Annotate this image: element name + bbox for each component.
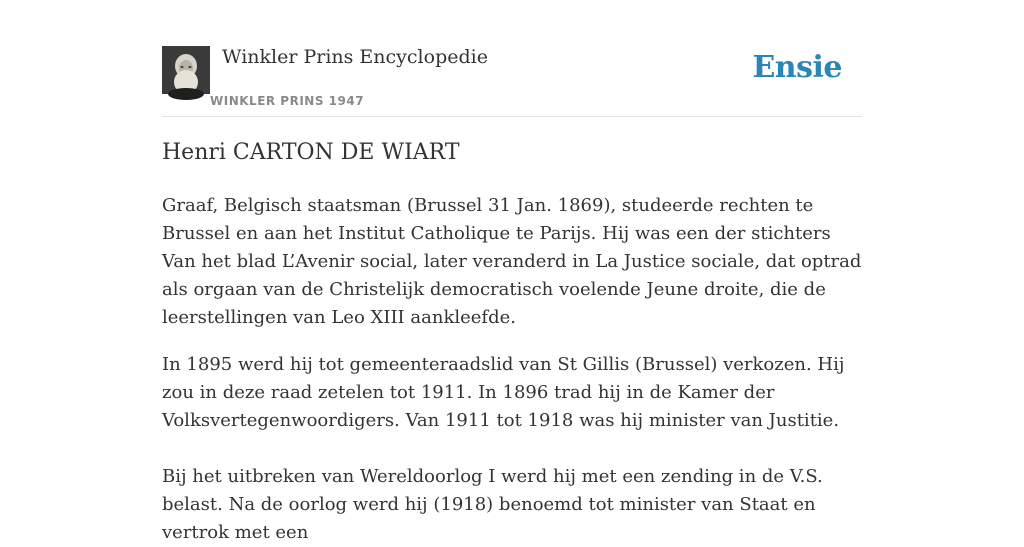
brand-logo[interactable]: Ensie xyxy=(752,50,842,85)
edition-label[interactable]: WINKLER PRINS 1947 xyxy=(210,94,365,108)
article-paragraph: Bij het uitbreken van Wereldoorlog I werd hij met een zending in de V.S. belast. Na de oorlog werd hij (1918) benoemd tot minister van Staat en vertrok met een xyxy=(162,466,823,543)
portrait-avatar-icon[interactable] xyxy=(162,46,210,94)
site-header xyxy=(162,0,862,117)
article-paragraph: Graaf, Belgisch staatsman (Brussel 31 Jan. 1869), studeerde rechten te Brussel en aan het Institut Catholique te Parijs. Hij was een der stichters Van het blad L’Avenir social, later veranderd in La Justice sociale, dat optrad als orgaan van de Christelijk democratisch voelende Jeune droite, die de leerstellingen van Leo XIII aankleefde. xyxy=(162,195,862,328)
article-paragraph: In 1895 werd hij tot gemeenteraadslid van St Gillis (Brussel) verkozen. Hij zou in deze raad zetelen tot 1911. In 1896 trad hij in de Kamer der Volksvertegenwoordigers. Van 1911 tot 1918 was hij minister van Justitie. xyxy=(162,354,845,431)
page-container xyxy=(162,0,862,543)
article-title: Henri CARTON DE WIART xyxy=(162,140,460,165)
site-title[interactable]: Winkler Prins Encyclopedie xyxy=(222,46,488,68)
